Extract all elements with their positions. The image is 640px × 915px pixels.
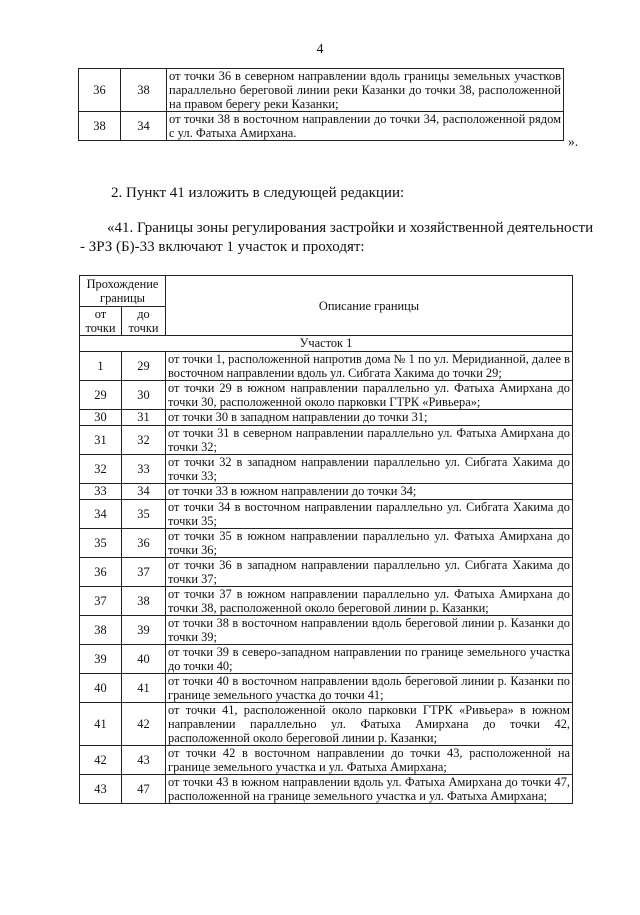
- to-point: 42: [122, 703, 166, 746]
- to-header: до точки: [122, 307, 166, 336]
- boundary-description: от точки 43 в южном направлении вдоль ул. Фатыха Амирхана до точки 47, расположенной на границе земельного участка и ул. Фатыха Амирхана;: [166, 775, 573, 804]
- table-row: [80, 455, 573, 484]
- to-point: 43: [122, 746, 166, 775]
- to-point: 38: [121, 69, 167, 112]
- section-row: [80, 336, 573, 352]
- passage-header: Прохождение границы: [80, 276, 166, 307]
- table-row: [79, 69, 564, 112]
- section-title: Участок 1: [80, 336, 573, 352]
- from-point: 34: [80, 500, 122, 529]
- from-point: 37: [80, 587, 122, 616]
- boundary-description: от точки 33 в южном направлении до точки 34;: [166, 484, 573, 500]
- from-point: 38: [80, 616, 122, 645]
- table-row: [80, 529, 573, 558]
- table-row: [80, 645, 573, 674]
- to-point: 37: [122, 558, 166, 587]
- from-point: 1: [80, 352, 122, 381]
- table-row: [80, 703, 573, 746]
- boundary-table: [79, 275, 573, 804]
- from-point: 36: [79, 69, 121, 112]
- to-point: 38: [122, 587, 166, 616]
- table-row: [80, 558, 573, 587]
- from-point: 31: [80, 426, 122, 455]
- boundary-description: от точки 39 в северо-западном направлении по границе земельного участка до точки 40;: [166, 645, 573, 674]
- page-number: 4: [316, 42, 324, 57]
- item-41-line-2: - ЗРЗ (Б)-33 включают 1 участок и проходят:: [80, 239, 365, 255]
- description-header: Описание границы: [166, 276, 573, 336]
- from-point: 42: [80, 746, 122, 775]
- from-header: от точки: [80, 307, 122, 336]
- table-row: [80, 775, 573, 804]
- boundary-description: от точки 32 в западном направлении параллельно ул. Сибгата Хакима до точки 33;: [166, 455, 573, 484]
- item-2-text: 2. Пункт 41 изложить в следующей редакции:: [111, 185, 405, 201]
- table-row: [80, 587, 573, 616]
- boundary-description: от точки 35 в южном направлении параллельно ул. Фатыха Амирхана до точки 36;: [166, 529, 573, 558]
- to-point: 40: [122, 645, 166, 674]
- to-point: 34: [121, 112, 167, 141]
- from-point: 35: [80, 529, 122, 558]
- closing-quote: ».: [568, 134, 579, 149]
- table-row: [80, 410, 573, 426]
- boundary-description: от точки 36 в северном направлении вдоль границы земельных участков параллельно береговой линии реки Казанки до точки 38, расположенной на правом берегу реки Казанки;: [167, 69, 564, 112]
- from-point: 38: [79, 112, 121, 141]
- boundary-description: от точки 34 в восточном направлении параллельно ул. Сибгата Хакима до точки 35;: [166, 500, 573, 529]
- to-point: 32: [122, 426, 166, 455]
- boundary-description: от точки 30 в западном направлении до точки 31;: [166, 410, 573, 426]
- to-point: 41: [122, 674, 166, 703]
- table-row: [80, 674, 573, 703]
- to-point: 39: [122, 616, 166, 645]
- table-row: [80, 500, 573, 529]
- boundary-description: от точки 40 в восточном направлении вдоль береговой линии р. Казанки по границе земельного участка до точки 41;: [166, 674, 573, 703]
- to-point: 47: [122, 775, 166, 804]
- to-point: 29: [122, 352, 166, 381]
- from-point: 41: [80, 703, 122, 746]
- boundary-description: от точки 1, расположенной напротив дома № 1 по ул. Меридианной, далее в восточном направлении вдоль ул. Сибгата Хакима до точки 29;: [166, 352, 573, 381]
- from-point: 33: [80, 484, 122, 500]
- from-point: 30: [80, 410, 122, 426]
- boundary-description: от точки 29 в южном направлении параллельно ул. Фатыха Амирхана до точки 30, расположенной около парковки ГТРК «Ривьера»;: [166, 381, 573, 410]
- from-point: 40: [80, 674, 122, 703]
- to-point: 31: [122, 410, 166, 426]
- table-row: [80, 381, 573, 410]
- boundary-description: от точки 42 в восточном направлении до точки 43, расположенной на границе земельного участка и ул. Фатыха Амирхана;: [166, 746, 573, 775]
- boundary-description: от точки 38 в восточном направлении вдоль береговой линии р. Казанки до точки 39;: [166, 616, 573, 645]
- to-point: 36: [122, 529, 166, 558]
- to-point: 35: [122, 500, 166, 529]
- table-row: [80, 746, 573, 775]
- table-row: [80, 426, 573, 455]
- top-boundary-table: [78, 68, 564, 141]
- to-point: 34: [122, 484, 166, 500]
- boundary-description: от точки 38 в восточном направлении до точки 34, расположенной рядом с ул. Фатыха Амирхана.: [167, 112, 564, 141]
- to-point: 33: [122, 455, 166, 484]
- table-row: [79, 112, 564, 141]
- table-row: [80, 616, 573, 645]
- boundary-description: от точки 37 в южном направлении параллельно ул. Фатыха Амирхана до точки 38, расположенной около береговой линии р. Казанки;: [166, 587, 573, 616]
- item-41-line-1: «41. Границы зоны регулирования застройки и хозяйственной деятельности: [107, 220, 594, 236]
- to-point: 30: [122, 381, 166, 410]
- from-point: 29: [80, 381, 122, 410]
- table-row: [80, 484, 573, 500]
- from-point: 32: [80, 455, 122, 484]
- table-row: [80, 352, 573, 381]
- header-row: [80, 276, 573, 307]
- from-point: 39: [80, 645, 122, 674]
- boundary-description: от точки 31 в северном направлении параллельно ул. Фатыха Амирхана до точки 32;: [166, 426, 573, 455]
- boundary-description: от точки 36 в западном направлении параллельно ул. Сибгата Хакима до точки 37;: [166, 558, 573, 587]
- boundary-description: от точки 41, расположенной около парковки ГТРК «Ривьера» в южном направлении параллельно ул. Фатыха Амирхана до точки 42, расположенной около береговой линии р. Казанки;: [166, 703, 573, 746]
- from-point: 36: [80, 558, 122, 587]
- from-point: 43: [80, 775, 122, 804]
